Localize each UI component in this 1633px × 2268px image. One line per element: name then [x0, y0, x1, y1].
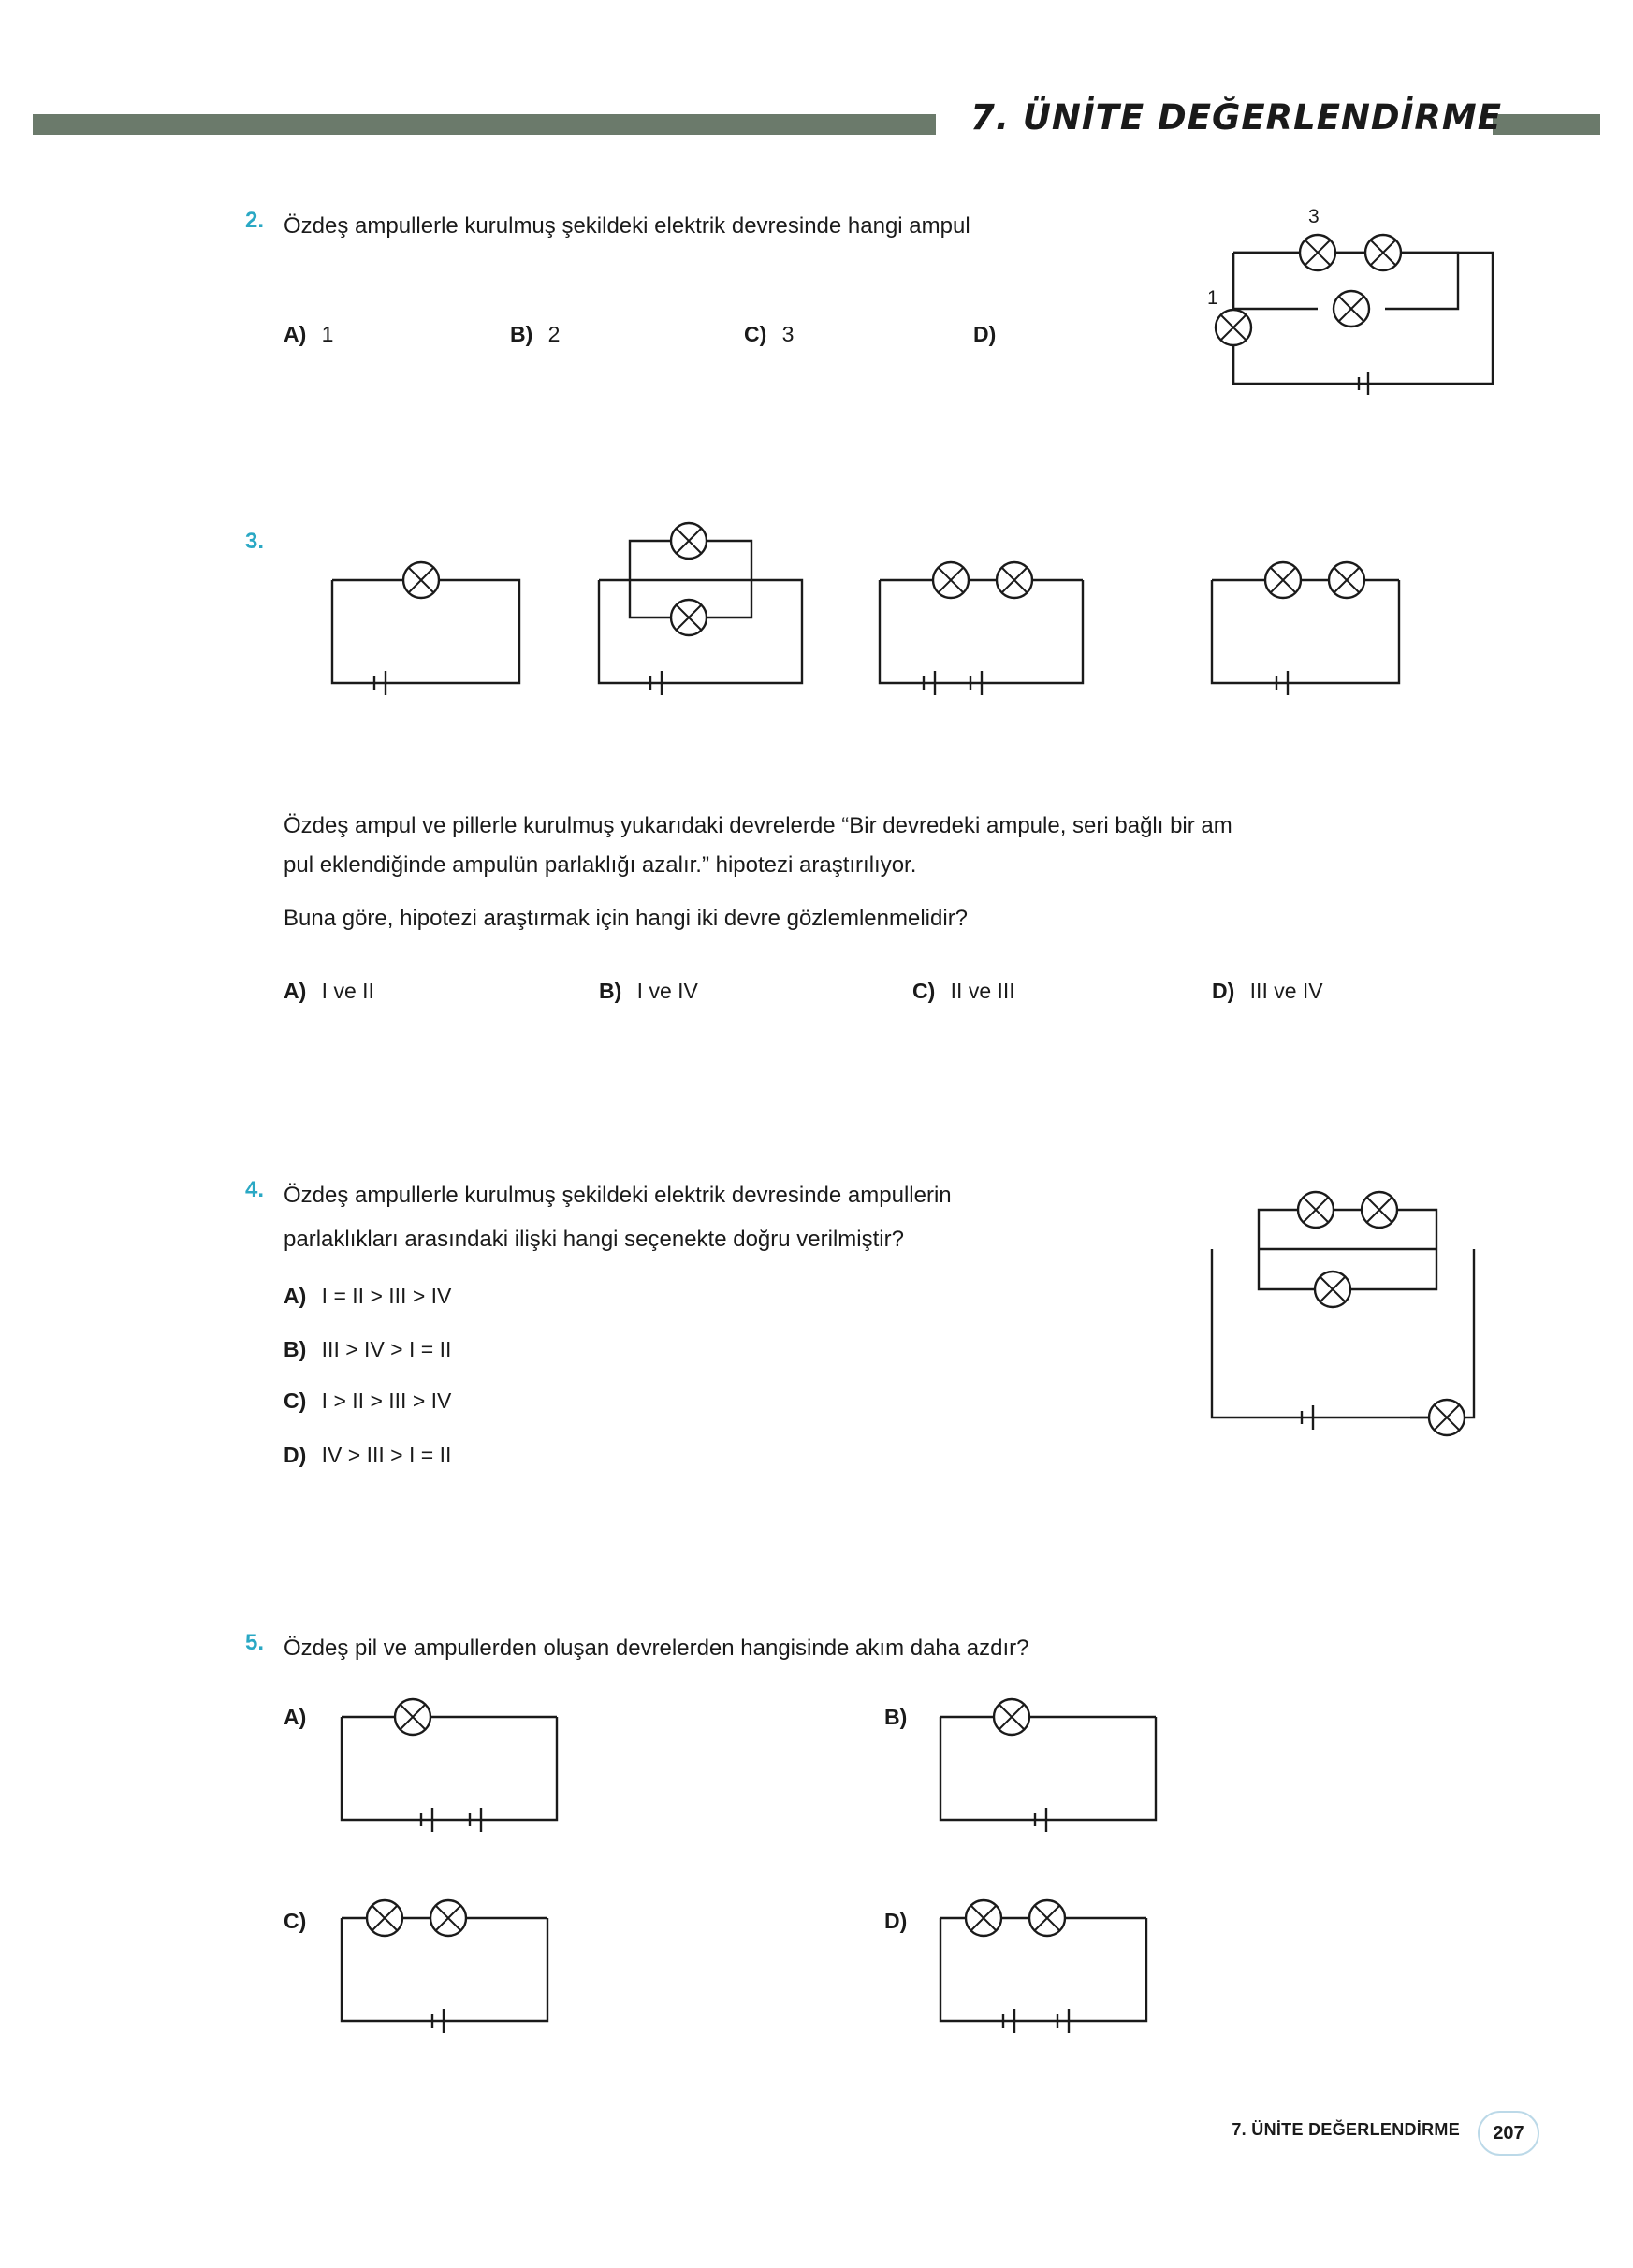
- option-letter: B): [599, 979, 622, 1003]
- circuit-label-1: 1: [1207, 287, 1218, 309]
- header-bar-right: [1493, 114, 1600, 135]
- page-title: 7. ÜNİTE DEĞERLENDİRME: [970, 97, 1502, 138]
- question-5-circuit-d: [926, 1890, 1179, 2049]
- question-4-number: 4.: [245, 1177, 265, 1202]
- question-3-option-a[interactable]: [284, 979, 374, 1004]
- option-letter: D): [1212, 979, 1235, 1003]
- circuit-label-3: 3: [1308, 206, 1320, 227]
- question-4-option-d[interactable]: [284, 1443, 451, 1468]
- question-3-circuit-1: [318, 547, 543, 716]
- question-2-number: 2.: [245, 208, 265, 233]
- question-3-circuit-3: [866, 547, 1100, 716]
- question-2-circuit-diagram: [1198, 196, 1516, 421]
- option-value: I ve IV: [636, 979, 698, 1003]
- question-4-text-line-1: Özdeş ampullerle kurulmuş şekildeki elektrik devresinde ampullerin: [284, 1183, 952, 1208]
- option-value: III > IV > I = II: [321, 1337, 452, 1361]
- option-letter: A): [284, 1284, 307, 1308]
- question-3-option-b[interactable]: [599, 979, 698, 1004]
- question-3-paragraph-2: pul eklendiğinde ampulün parlaklığı azalır.” hipotezi araştırılıyor.: [284, 852, 917, 878]
- question-5-option-d-letter[interactable]: D): [884, 1909, 908, 1933]
- question-5-option-a-letter[interactable]: A): [284, 1705, 307, 1729]
- question-3-paragraph-1: Özdeş ampul ve pillerle kurulmuş yukarıdaki devrelerde “Bir devredeki ampule, seri bağlı bir am: [284, 813, 1232, 838]
- page-header: [0, 97, 1633, 142]
- option-value: I ve II: [321, 979, 374, 1003]
- question-2-option-d[interactable]: [973, 322, 1005, 347]
- question-2-option-b[interactable]: [510, 322, 560, 347]
- question-4-option-c[interactable]: [284, 1388, 451, 1414]
- option-value: III ve IV: [1249, 979, 1323, 1003]
- option-letter: A): [284, 322, 307, 346]
- question-5-circuit-a: [328, 1684, 580, 1853]
- option-letter: B): [510, 322, 533, 346]
- option-value: 1: [321, 322, 334, 346]
- question-3-paragraph-3: Buna göre, hipotezi araştırmak için hangi iki devre gözlemlenmelidir?: [284, 906, 969, 931]
- question-2-option-c[interactable]: [744, 322, 794, 347]
- header-bar-left: [33, 114, 936, 135]
- option-value: I = II > III > IV: [321, 1284, 452, 1308]
- option-value: II ve III: [950, 979, 1015, 1003]
- question-4-option-a[interactable]: [284, 1284, 451, 1309]
- question-5-option-b-letter[interactable]: B): [884, 1705, 908, 1729]
- question-5-circuit-b: [926, 1684, 1179, 1853]
- option-letter: D): [973, 322, 997, 346]
- page-number-badge: 207: [1478, 2111, 1539, 2156]
- question-2-text: Özdeş ampullerle kurulmuş şekildeki elektrik devresinde hangi ampul: [284, 213, 970, 239]
- question-3-circuit-2: [585, 513, 819, 719]
- option-letter: A): [284, 979, 307, 1003]
- option-value: 2: [547, 322, 561, 346]
- question-5-option-c-letter[interactable]: C): [284, 1909, 307, 1933]
- option-letter: C): [284, 1388, 307, 1413]
- question-3-number: 3.: [245, 529, 265, 554]
- option-letter: B): [284, 1337, 307, 1361]
- question-3-circuit-4: [1198, 547, 1432, 716]
- question-4-circuit-diagram: [1193, 1184, 1511, 1450]
- question-2-option-a[interactable]: [284, 322, 333, 347]
- option-letter: C): [744, 322, 767, 346]
- footer-label: 7. ÜNİTE DEĞERLENDİRME: [1232, 2120, 1460, 2139]
- question-5-text: Özdeş pil ve ampullerden oluşan devrelerden hangisinde akım daha azdır?: [284, 1636, 1029, 1661]
- question-4-text-line-2: parlaklıkları arasındaki ilişki hangi seçenekte doğru verilmiştir?: [284, 1227, 904, 1252]
- option-value: IV > III > I = II: [321, 1443, 452, 1467]
- option-letter: D): [284, 1443, 307, 1467]
- question-3-option-d[interactable]: [1212, 979, 1323, 1004]
- option-value: 3: [781, 322, 795, 346]
- question-3-option-c[interactable]: [912, 979, 1015, 1004]
- option-value: I > II > III > IV: [321, 1388, 452, 1413]
- question-5-number: 5.: [245, 1630, 265, 1655]
- option-letter: C): [912, 979, 936, 1003]
- question-4-option-b[interactable]: [284, 1337, 451, 1362]
- question-5-circuit-c: [328, 1890, 580, 2049]
